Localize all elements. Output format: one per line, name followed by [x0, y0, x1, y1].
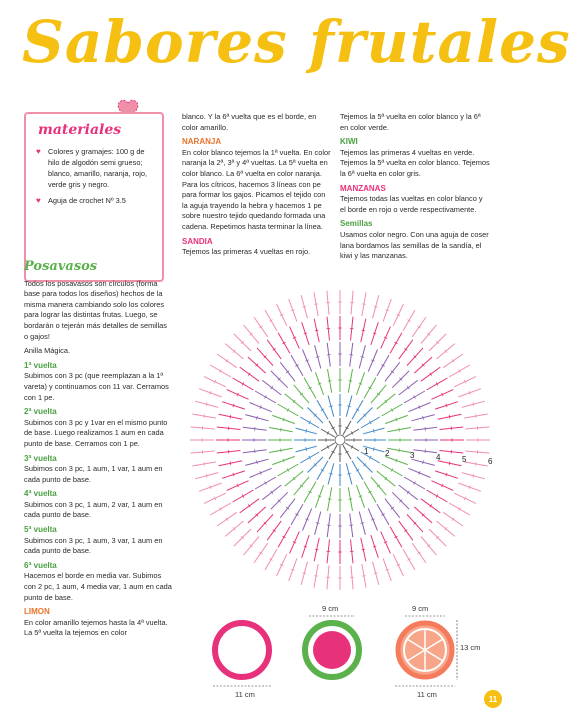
materials-item: Aguja de crochet Nº 3.5 [48, 196, 126, 205]
stitch-crossbar [327, 525, 331, 526]
round-label: 3ª vuelta [24, 453, 57, 463]
stitch-crossbar [255, 449, 256, 453]
list-item [36, 146, 158, 190]
stitch-crossbar [399, 428, 400, 432]
stitch-crossbar [347, 406, 351, 407]
stitch-crossbar [281, 428, 282, 432]
stitch-crossbar [206, 403, 207, 407]
stitch-crossbar [473, 403, 474, 407]
section-title: Posavasos [24, 259, 98, 274]
anilla-text: Anilla Mágica. [24, 346, 71, 356]
stitch-crossbar [476, 462, 477, 466]
stitch-crossbar [303, 306, 307, 307]
stitch-crossbar [359, 496, 362, 497]
stitch-crossbar [349, 525, 353, 526]
naranja-text: En color blanco tejemos la 1ª vuelta. En color naranja la 2ª, 3ª y 4ª vueltas. La 5ª vuelta en color blanco. La 6ª vuelta en color naranja. Para los cítricos, hacemos 3 líneas con pe para formar los gajos. Picamos el tejido con la aguja trayendo la hebra y hacemos 1 pe sobre nuestro tejido quedando formada una cadena. Repetimos hasta terminar la línea. [182, 147, 331, 231]
stitch-crossbar [233, 404, 234, 407]
stitch-crossbar [374, 573, 378, 574]
sandia-text: Tejemos las primeras 4 vueltas en rojo. [182, 247, 311, 257]
stitch-crossbar [291, 310, 294, 311]
naranja-label: NARANJA [182, 137, 222, 147]
stitch-crossbar [469, 391, 470, 394]
stitch-crossbar [281, 449, 282, 453]
stitch-crossbar [399, 449, 400, 453]
stitch-crossbar [318, 496, 321, 497]
stitch-crossbar [374, 306, 378, 307]
left-column [24, 259, 172, 643]
stitch-crossbar [327, 355, 331, 356]
stitch-crossbar [233, 473, 234, 476]
stitch-crossbar [446, 404, 447, 407]
continuation-text: blanco. Y la 6ª vuelta que es el borde, en color amarillo. [182, 112, 317, 132]
materials-box [24, 112, 164, 282]
middle-column [182, 112, 332, 262]
kiwi-label: KIWI [340, 137, 358, 147]
stitch-crossbar [349, 381, 353, 382]
stitch-crossbar [257, 461, 258, 465]
stitch-crossbar [362, 330, 366, 331]
stitch-crossbar [373, 447, 374, 451]
round-number: 5 [462, 455, 467, 464]
stitch-crossbar [204, 414, 205, 418]
magic-ring [335, 435, 345, 445]
stitch-crossbar [373, 333, 376, 334]
dim-top-right: 9 cm [412, 604, 429, 613]
round-number: 3 [410, 451, 415, 460]
stitch-crossbar [396, 459, 397, 462]
materials-list [36, 146, 158, 211]
stitch-crossbar [446, 473, 447, 476]
stitch-crossbar [386, 569, 389, 570]
stitch-crossbar [204, 462, 205, 466]
stitch-crossbar [476, 414, 477, 418]
stitch-crossbar [329, 406, 333, 407]
round-number: 1 [364, 447, 369, 456]
rounds-list [24, 361, 172, 603]
limon-label: LIMON [24, 607, 50, 617]
round-number: 4 [436, 453, 441, 462]
round-label: 5ª vuelta [24, 525, 57, 535]
stitch-crossbar [396, 418, 397, 421]
stitch-crossbar [349, 499, 353, 500]
stitch-crossbar [349, 355, 353, 356]
stitch-crossbar [304, 546, 307, 547]
stitch-crossbar [425, 449, 426, 453]
stitch-crossbar [347, 473, 351, 474]
stitch-crossbar [469, 486, 470, 489]
stitch-crossbar [210, 486, 211, 489]
stitch-crossbar [449, 415, 450, 419]
coaster-limon [215, 623, 269, 677]
kiwi-text: Tejemos las primeras 4 vueltas en verde. Tejemos la 5ª vuelta en color blanco. Tejemos la 6ª vuelta en color gris. [340, 147, 490, 178]
continuation-text: Tejemos la 5ª vuelta en color blanco y la 6ª en color verde. [340, 112, 481, 132]
stitch-crossbar [283, 459, 284, 462]
dim-bottom-left: 11 cm [235, 690, 255, 699]
stitch-crossbar [373, 546, 376, 547]
round-text: Subimos con 3 pc (que reemplazan a la 1ª vareta) y continuamos con 11 var. Cerramos con 1 pe. [24, 371, 169, 402]
stitch-crossbar [362, 576, 366, 577]
stitch-crossbar [362, 304, 366, 305]
round-text: Subimos con 3 pc, 1 aum, 1 var, 1 aum en cada punto de base. [24, 464, 163, 484]
coaster-illustrations [195, 598, 495, 698]
stitch-crossbar [386, 310, 389, 311]
stitch-crossbar [318, 383, 321, 384]
stitch-crossbar [316, 523, 320, 524]
stitch-crossbar [230, 462, 231, 466]
stitch-crossbar [255, 427, 256, 431]
stitch-crossbar [423, 416, 424, 420]
stitch-crossbar [304, 333, 307, 334]
list-item [36, 195, 158, 206]
stitch-crossbar [361, 523, 365, 524]
stitch-crossbar [210, 391, 211, 394]
manzanas-label: MANZANAS [340, 183, 386, 193]
heart-bullet-icon: ♥ [36, 147, 41, 156]
round-number: 6 [488, 457, 493, 466]
stitch-crossbar [306, 447, 307, 451]
stitch-crossbar [315, 549, 319, 550]
dim-bottom-right: 11 cm [417, 690, 437, 699]
stitch-crossbar [283, 418, 284, 421]
materials-title: materiales [38, 122, 122, 138]
crochet-chart [180, 285, 500, 595]
sandia-center [313, 631, 351, 669]
round-label: 4ª vuelta [24, 489, 57, 499]
stitch-crossbar [328, 499, 332, 500]
stitch-crossbar [361, 357, 365, 358]
round-number: 2 [385, 449, 390, 458]
round-label: 6ª vuelta [24, 560, 57, 570]
heart-bullet-icon: ♥ [36, 196, 41, 205]
semillas-text: Usamos color negro. Con una aguja de coser lana bordamos las semillas de la sandía, el kiwi y las manzanas. [340, 229, 489, 261]
dim-side: 13 cm [460, 643, 481, 652]
stitch-crossbar [316, 357, 320, 358]
stitch-crossbar [328, 381, 332, 382]
stitch-crossbar [359, 383, 362, 384]
stitch-crossbar [314, 304, 318, 305]
stitch-crossbar [306, 429, 307, 433]
page-number: 11 [484, 690, 502, 708]
page-title: Sabores frutales [22, 8, 571, 76]
stitch-crossbar [473, 474, 474, 478]
manzanas-text: Tejemos todas las vueltas en color blanco y el borde en rojo o verde respectivamente. [340, 194, 483, 214]
stitch-crossbar [362, 549, 366, 550]
round-text: Hacemos el borde en media var. Subimos con 2 pc, 1 aum, 4 media var, 1 aum en cada punto de base. [24, 571, 172, 602]
round-text: Subimos con 3 pc, 1 aum, 2 var, 1 aum en cada punto de base. [24, 499, 163, 520]
dim-top-left: 9 cm [322, 604, 339, 613]
stitch-crossbar [206, 474, 207, 478]
stitch-crossbar [423, 461, 424, 465]
stitch-crossbar [315, 330, 319, 331]
stitch-crossbar [373, 429, 374, 433]
round-label: 2ª vuelta [24, 407, 57, 417]
stitch-crossbar [449, 462, 450, 466]
stitch-crossbar [291, 569, 294, 570]
stitch-crossbar [303, 573, 307, 574]
sandia-label: SANDIA [182, 236, 213, 246]
round-text: Subimos con 3 pc, 1 aum, 3 var, 1 aum en cada punto de base. [24, 535, 163, 556]
round-text: Subimos con 3 pc y 1var en el mismo punto de base. Luego realizamos 1 aum en cada punto de base. Cerramos con 1 pe. [24, 417, 168, 448]
stitch-crossbar [329, 473, 333, 474]
intro-text: Todos los posavasos son círculos (forma base para todos los diseños) hechos de la misma manera cambiando solo los colores para lograr las distintas frutas. Luego, se bordarán o tejerán más detalles de semillas o gajos! [24, 278, 167, 341]
stitch-crossbar [230, 415, 231, 419]
round-label: 1ª vuelta [24, 360, 57, 370]
right-column [340, 112, 490, 266]
materials-item: Colores y gramajes: 100 g de hilo de algodón semi grueso; blanco, amarillo, naranja, rojo, verde gris y negro. [48, 147, 148, 189]
limon-text: En color amarillo tejemos hasta la 4ª vuelta. La 5ª vuelta la tejemos en color [24, 617, 168, 638]
stitch-crossbar [257, 416, 258, 420]
stitch-crossbar [314, 576, 318, 577]
semillas-label: Semillas [340, 219, 373, 229]
stitch-crossbar [425, 427, 426, 431]
